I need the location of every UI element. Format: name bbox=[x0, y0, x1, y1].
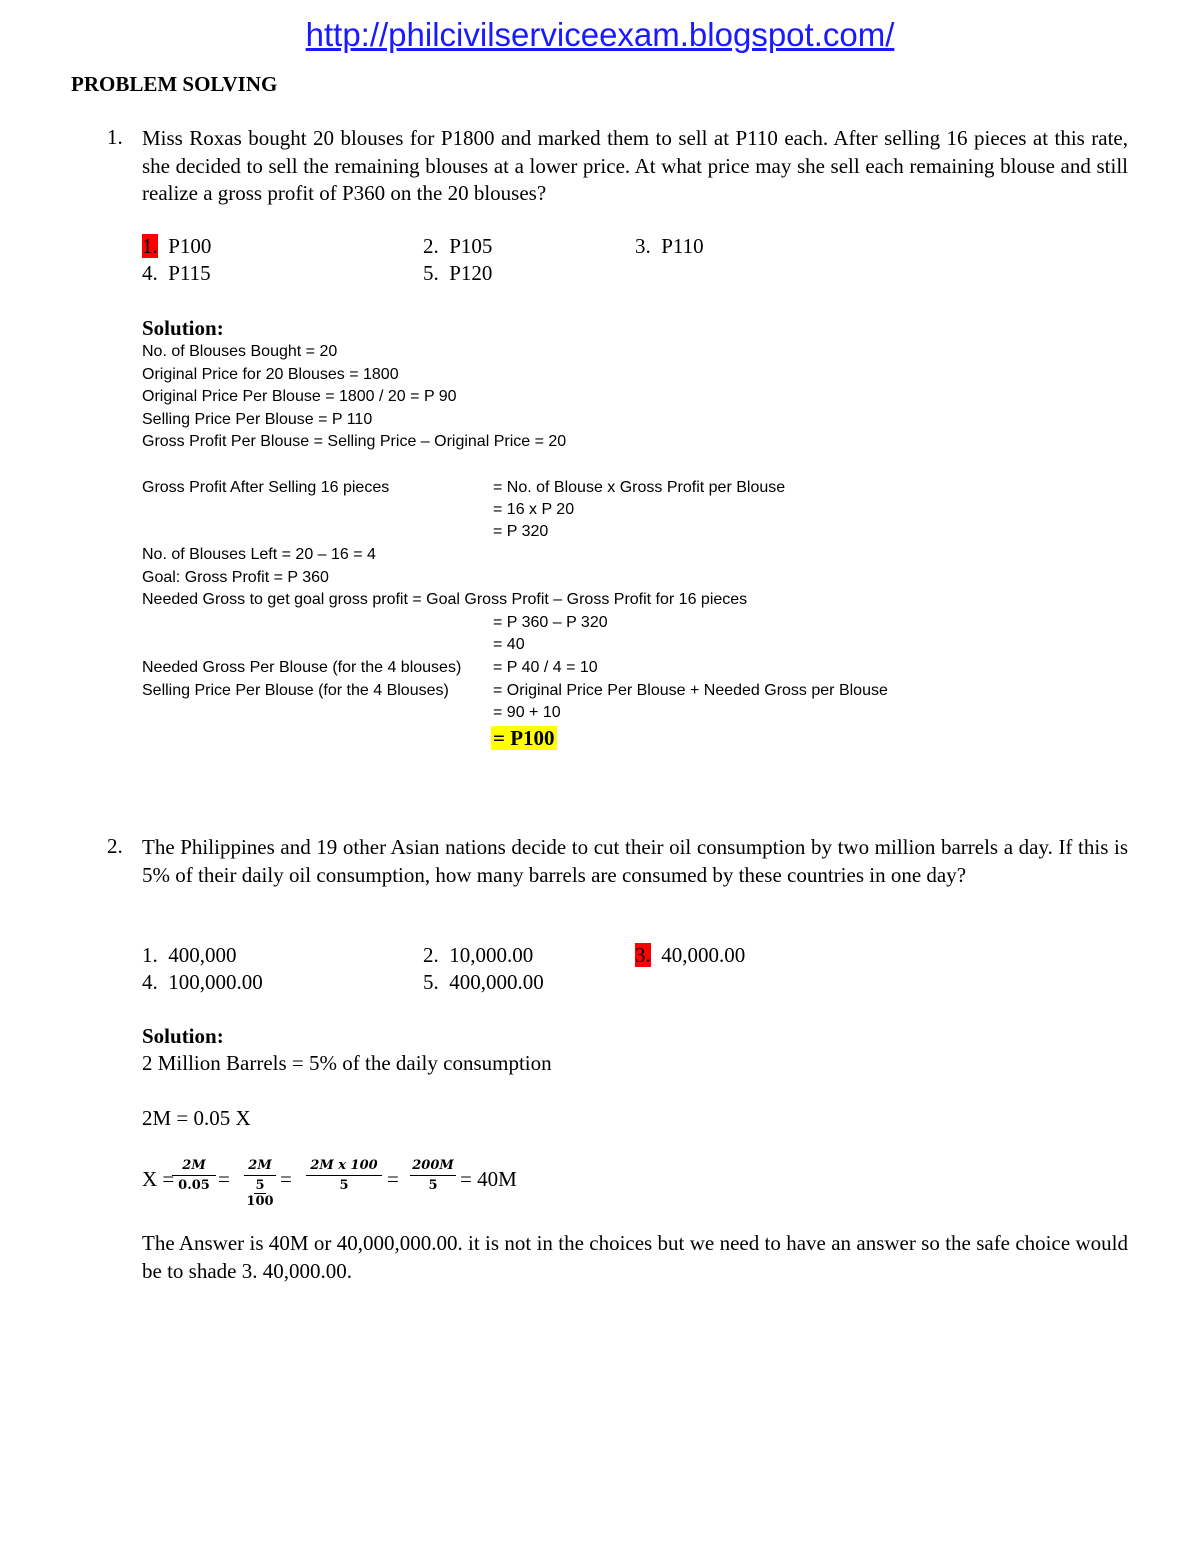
fraction-numerator: 2M bbox=[244, 1158, 276, 1176]
problem1-answer bbox=[491, 726, 557, 751]
blog-url-link[interactable]: http://philcivilserviceexam.blogspot.com/ bbox=[305, 16, 895, 53]
problem1-choice-2 bbox=[423, 234, 492, 259]
choice-number: 1. bbox=[142, 943, 158, 967]
choice-number: 2. bbox=[423, 234, 439, 258]
problem2-choice-5 bbox=[423, 970, 544, 995]
selling-eq: = Original Price Per Blouse + Needed Gross per Blouse bbox=[493, 682, 888, 699]
choice-number: 4. bbox=[142, 970, 158, 994]
solution-line: No. of Blouses Bought = 20 bbox=[142, 343, 338, 360]
choice-label: P120 bbox=[449, 261, 493, 285]
fraction-2 bbox=[244, 1158, 276, 1209]
per-blouse-label: Needed Gross Per Blouse (for the 4 blouses) bbox=[142, 659, 462, 676]
equals-sign: = bbox=[280, 1167, 292, 1191]
problem2-choice-3 bbox=[635, 943, 745, 968]
fraction-numerator: 2M x 100 bbox=[306, 1158, 382, 1176]
choice-number: 5. bbox=[423, 261, 439, 285]
equation-x-prefix: X = bbox=[142, 1167, 175, 1191]
gross16-eq: = 16 x P 20 bbox=[493, 501, 575, 518]
gross16-label: Gross Profit After Selling 16 pieces bbox=[142, 479, 390, 496]
choice-label: P115 bbox=[168, 261, 211, 285]
problem1-question: Miss Roxas bought 20 blouses for P1800 and marked them to sell at P110 each. After selling 16 pieces at this rate, she decided to sell the remaining blouses at a lower price. At what price may she sell each remaining blouse and still realize a gross profit of P360 on the 20 blouses? bbox=[142, 126, 1128, 205]
fraction-numerator: 2M bbox=[172, 1158, 216, 1176]
section-title: PROBLEM SOLVING bbox=[71, 72, 278, 96]
choice-number: 5. bbox=[423, 970, 439, 994]
choice-number-marked: 3. bbox=[635, 943, 651, 967]
problem2-choice-2 bbox=[423, 943, 533, 968]
nested-numerator: 5 bbox=[255, 1178, 265, 1193]
problem2-number: 2. bbox=[107, 834, 123, 858]
choice-label: 10,000.00 bbox=[449, 943, 534, 967]
equation-result: = 40M bbox=[460, 1167, 517, 1191]
fraction-3 bbox=[306, 1158, 382, 1193]
per-blouse-eq: = P 40 / 4 = 10 bbox=[493, 659, 598, 676]
problem2-choice-4 bbox=[142, 970, 263, 995]
choice-number: 4. bbox=[142, 261, 158, 285]
solution-line: Gross Profit Per Blouse = Selling Price – Original Price = 20 bbox=[142, 433, 567, 450]
fraction-denominator bbox=[244, 1176, 276, 1209]
gross16-eq: = No. of Blouse x Gross Profit per Blouse bbox=[493, 479, 786, 496]
problem2-choice-1 bbox=[142, 943, 237, 968]
needed-eq: = 40 bbox=[493, 636, 525, 653]
choice-label: P105 bbox=[449, 234, 493, 258]
problem1-choice-3 bbox=[635, 234, 704, 259]
choice-label: 400,000.00 bbox=[449, 970, 544, 994]
choice-label: P110 bbox=[661, 234, 704, 258]
problem2-solution-label: Solution: bbox=[142, 1024, 224, 1048]
equals-sign: = bbox=[218, 1167, 230, 1191]
fraction-1 bbox=[172, 1158, 216, 1193]
problem2-line1: 2 Million Barrels = 5% of the daily consumption bbox=[142, 1051, 552, 1075]
choice-number-marked: 1. bbox=[142, 234, 158, 258]
fraction-denominator: 5 bbox=[339, 1178, 349, 1193]
fraction-4 bbox=[410, 1158, 456, 1193]
problem1-number: 1. bbox=[107, 125, 123, 149]
fraction-denominator: 0.05 bbox=[178, 1178, 210, 1193]
answer-highlight: = P100 bbox=[493, 726, 555, 750]
goal-line: Goal: Gross Profit = P 360 bbox=[142, 569, 329, 586]
choice-number: 3. bbox=[635, 234, 651, 258]
equals-sign: = bbox=[387, 1167, 399, 1191]
needed-gross-line: Needed Gross to get goal gross profit = Goal Gross Profit – Gross Profit for 16 pieces bbox=[142, 591, 748, 608]
gross16-eq: = P 320 bbox=[493, 523, 549, 540]
blouses-left-line: No. of Blouses Left = 20 – 16 = 4 bbox=[142, 546, 376, 563]
choice-label: 400,000 bbox=[168, 943, 237, 967]
problem1-choice-5 bbox=[423, 261, 492, 286]
fraction-numerator: 200M bbox=[410, 1158, 456, 1176]
solution-line: Selling Price Per Blouse = P 110 bbox=[142, 411, 373, 428]
selling-price-label: Selling Price Per Blouse (for the 4 Blouses) bbox=[142, 682, 449, 699]
problem2-conclusion: The Answer is 40M or 40,000,000.00. it is not in the choices but we need to have an answer so the safe choice would be to shade 3. 40,000.00. bbox=[142, 1231, 1128, 1283]
nested-denominator: 100 bbox=[246, 1194, 274, 1209]
needed-eq: = P 360 – P 320 bbox=[493, 614, 608, 631]
solution-line: Original Price Per Blouse = 1800 / 20 = P 90 bbox=[142, 388, 457, 405]
choice-label: 40,000.00 bbox=[661, 943, 746, 967]
problem1-solution-label: Solution: bbox=[142, 316, 224, 340]
problem1-choice-4 bbox=[142, 261, 211, 286]
selling-eq: = 90 + 10 bbox=[493, 704, 561, 721]
fraction-denominator: 5 bbox=[428, 1178, 438, 1193]
choice-label: 100,000.00 bbox=[168, 970, 263, 994]
choice-label: P100 bbox=[168, 234, 212, 258]
choice-number: 2. bbox=[423, 943, 439, 967]
problem2-question: The Philippines and 19 other Asian nations decide to cut their oil consumption by two million barrels a day. If this is 5% of their daily oil consumption, how many barrels are consumed by these countries in one day? bbox=[142, 835, 1128, 887]
problem1-choice-1 bbox=[142, 234, 211, 259]
problem2-line2: 2M = 0.05 X bbox=[142, 1106, 251, 1130]
solution-line: Original Price for 20 Blouses = 1800 bbox=[142, 366, 399, 383]
